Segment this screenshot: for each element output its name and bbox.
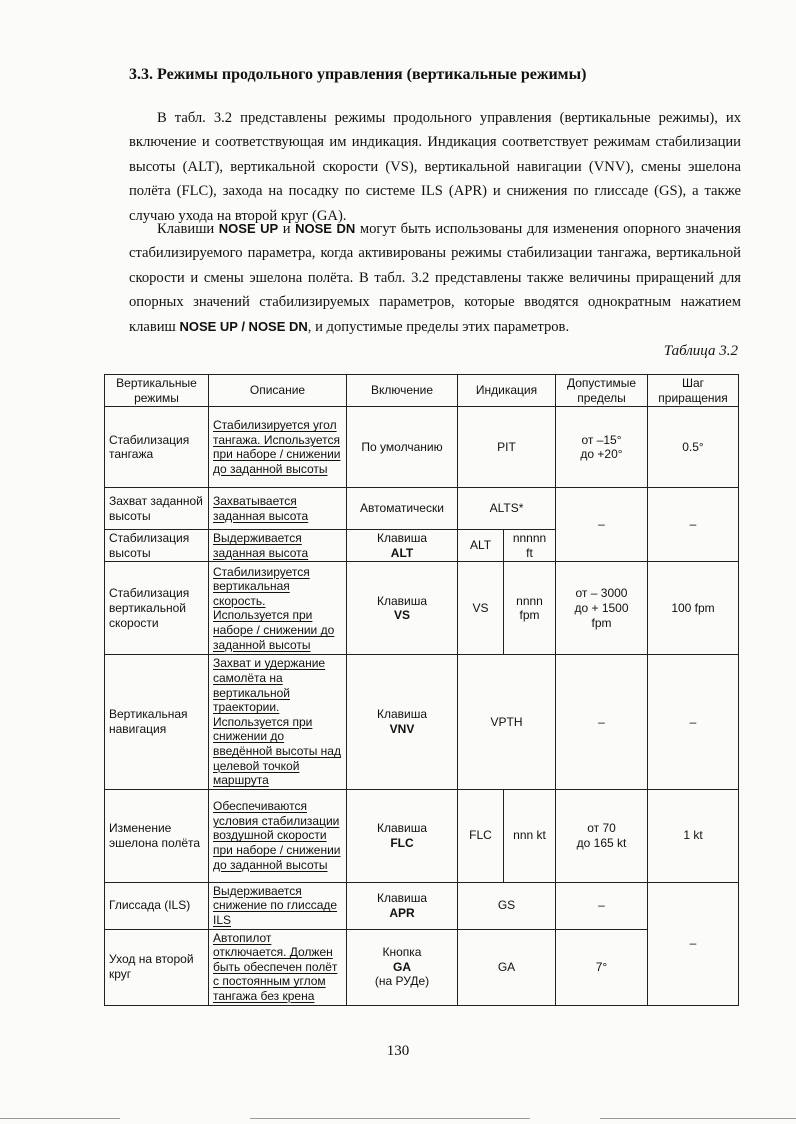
paragraph-text: и: [278, 221, 296, 237]
description-cell: [209, 530, 347, 562]
scan-edge-line: [600, 1118, 796, 1119]
header-limits: Допустимые пределы: [556, 375, 648, 407]
mode-cell: Стабилизация тангажа: [105, 407, 209, 488]
indication-value-cell: nnn kt: [504, 789, 556, 882]
limits-line: fpm: [591, 615, 612, 630]
enable-key: APR: [389, 905, 415, 920]
table-header-row: [105, 375, 739, 407]
step-cell: –: [648, 882, 739, 1005]
header-enable: Включение: [347, 375, 458, 407]
paragraph-text: , и допустимые пределы этих параметров.: [307, 318, 570, 335]
header-description: Описание: [209, 375, 347, 407]
description-text: Выдерживается снижение по глиссаде ILS: [213, 883, 338, 927]
paragraph-text: могут быть использованы для изменения опорного значения стабилизируемого параметра, когда активированы режимы стабилизации тангажа, вертикальной скорости и смены эшелона полёта. В табл. 3.2 представлены также величины приращений для опорных значений стабилизируемых параметров, которые вводятся однократным нажатием клавиш: [129, 221, 741, 335]
mode-cell: Вертикальная навигация: [105, 655, 209, 789]
vertical-modes-table: [104, 374, 739, 1006]
section-heading: 3.3. Режимы продольного управления (вертикальные режимы): [129, 66, 587, 83]
key-nose-up: NOSE UP: [218, 221, 279, 236]
indication-mode-cell: FLC: [458, 789, 504, 882]
limits-cell: [556, 789, 648, 882]
enable-key: ALT: [390, 545, 414, 560]
indication-cell: ALTS*: [458, 488, 556, 530]
description-text: Обеспечиваются условия стабилизации воздушной скорости при наборе / снижении до заданной высоты: [213, 799, 341, 872]
header-mode: Вертикальные режимы: [105, 375, 209, 407]
enable-label: Кнопка: [382, 945, 422, 960]
mode-cell: Уход на второй круг: [105, 929, 209, 1005]
enable-cell: Автоматически: [347, 488, 458, 530]
step-cell: –: [648, 655, 739, 789]
description-text: Стабилизируется вертикальная скорость. Используется при наборе / снижении до заданной высоты: [213, 564, 335, 652]
indication-value-cell: nnnn fpm: [504, 562, 556, 655]
enable-cell: [347, 655, 458, 789]
limits-cell: [556, 407, 648, 488]
enable-cell: [347, 882, 458, 929]
indication-cell: PIT: [458, 407, 556, 488]
indication-cell: VPTH: [458, 655, 556, 789]
description-cell: [209, 407, 347, 488]
step-cell: 1 kt: [648, 789, 739, 882]
limits-line: от –15°: [581, 432, 622, 447]
indication-cell: GS: [458, 882, 556, 929]
scan-edge-line: [250, 1118, 530, 1119]
enable-cell: [347, 530, 458, 562]
enable-label: Клавиша: [376, 531, 428, 546]
limits-line: до + 1500: [574, 601, 629, 616]
mode-cell: Изменение эшелона полёта: [105, 789, 209, 882]
enable-cell: [347, 789, 458, 882]
mode-cell: Захват заданной высоты: [105, 488, 209, 530]
description-cell: [209, 655, 347, 789]
paragraph-nose-keys: [129, 217, 741, 339]
limits-line: до +20°: [580, 447, 623, 462]
description-text: Выдерживается заданная высота: [213, 531, 309, 560]
enable-cell: [347, 562, 458, 655]
table-row: [105, 407, 739, 488]
enable-key: FLC: [390, 835, 414, 850]
table-caption: Таблица 3.2: [663, 343, 738, 359]
scan-edge-line: [0, 1118, 120, 1119]
description-cell: [209, 882, 347, 929]
table-row: [105, 562, 739, 655]
step-cell: 0.5°: [648, 407, 739, 488]
table-row: [105, 488, 739, 530]
table-row: [105, 882, 739, 929]
key-nose-up-dn: NOSE UP / NOSE DN: [179, 318, 308, 334]
table-row: [105, 789, 739, 882]
indication-mode-cell: ALT: [458, 530, 504, 562]
description-text: Стабилизируется угол тангажа. Используется при наборе / снижении до заданной высоты: [213, 418, 341, 476]
header-indication: Индикация: [458, 375, 556, 407]
description-text: Захватывается заданная высота: [213, 494, 309, 523]
limits-cell: –: [556, 655, 648, 789]
limits-line: от – 3000: [575, 586, 628, 601]
description-cell: [209, 929, 347, 1005]
enable-key: GA: [393, 959, 411, 974]
table-row: [105, 929, 739, 1005]
enable-key: VNV: [389, 722, 415, 737]
enable-label: Клавиша: [376, 821, 428, 836]
description-text: Автопилот отключается. Должен быть обеспечен полёт с постоянным углом тангажа без крена: [213, 930, 338, 1003]
indication-value-cell: nnnnn ft: [504, 530, 556, 562]
step-cell: 100 fpm: [648, 562, 739, 655]
indication-mode-cell: VS: [458, 562, 504, 655]
key-nose-dn: NOSE DN: [295, 221, 356, 236]
indication-cell: GA: [458, 929, 556, 1005]
paragraph-text: Клавиши: [157, 221, 219, 237]
limits-line: от 70: [587, 821, 616, 836]
page-number: 130: [386, 1043, 410, 1059]
enable-cell: [347, 929, 458, 1005]
paragraph-intro: В табл. 3.2 представлены режимы продольного управления (вертикальные режимы), их включение и соответствующая им индикация. Индикация соответствует режимам стабилизации высоты (ALT), вертикальной скорости (VS), вертикальной навигации (VNV), смены эшелона полёта (FLC), захода на посадку по системе ILS (APR) и снижения по глиссаде (GS), а также случаю ухода на второй круг (GA).: [129, 110, 741, 224]
enable-cell: По умолчанию: [347, 407, 458, 488]
mode-cell: Стабилизация высоты: [105, 530, 209, 562]
description-cell: [209, 488, 347, 530]
description-text: Захват и удержание самолёта на вертикальной траектории. Используется при снижении до введённой высоты над целевой точкой маршрута: [213, 656, 341, 788]
enable-key: VS: [393, 608, 410, 623]
mode-cell: Глиссада (ILS): [105, 882, 209, 929]
enable-label: Клавиша: [376, 891, 428, 906]
table-row: [105, 655, 739, 789]
enable-label: Клавиша: [376, 593, 428, 608]
limits-cell: –: [556, 882, 648, 929]
enable-note: (на РУДе): [374, 974, 430, 989]
limits-cell: –: [556, 488, 648, 562]
step-cell: –: [648, 488, 739, 562]
mode-cell: Стабилизация вертикальной скорости: [105, 562, 209, 655]
limits-cell: [556, 562, 648, 655]
header-step: Шаг приращения: [648, 375, 739, 407]
description-cell: [209, 562, 347, 655]
description-cell: [209, 789, 347, 882]
enable-label: Клавиша: [376, 707, 428, 722]
limits-cell: 7°: [556, 929, 648, 1005]
limits-line: до 165 kt: [576, 835, 627, 850]
